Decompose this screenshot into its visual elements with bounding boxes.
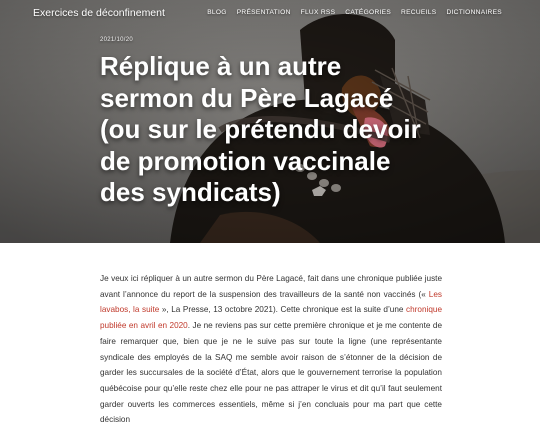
body-text-3: . Je ne reviens pas sur cette première chronique et je me contente de faire remarquer que, bien que je ne le suive pas sur toute la ligne (une représentante syndicale des employés de la SAQ me semble avoir raison de s’étonner de la décision de garder les succursales de la société d’État, alors que le gouvernement terrorise la population québécoise pour qu’elle reste chez elle pour ne pas attraper le virus et dit qu’il faut seulement garder ouverts les commerces essentiels, même si j’en concluais pour ma part que cette décision bbox=[100, 321, 442, 425]
post-body-paragraph bbox=[100, 271, 442, 428]
nav-recueils[interactable]: RECUEILS bbox=[401, 9, 437, 16]
nav-dictionnaires[interactable]: DICTIONNAIRES bbox=[446, 9, 502, 16]
body-text-2: », La Presse, 13 octobre 2021). Cette chronique est la suite d’une bbox=[159, 305, 407, 315]
post-content bbox=[100, 271, 442, 428]
site-title[interactable]: Exercices de déconfinement bbox=[33, 7, 165, 19]
nav-rss[interactable]: FLUX RSS bbox=[300, 9, 336, 16]
nav-blog[interactable]: BLOG bbox=[207, 9, 227, 16]
nav-categories[interactable]: CATÉGORIES bbox=[345, 9, 392, 16]
main-nav bbox=[207, 9, 502, 16]
post-title: Réplique à un autre sermon du Père Lagacé (ou sur le prétendu devoir de promotion vaccinale des syndicats) bbox=[100, 51, 421, 207]
post-date: 2021/10/20 bbox=[100, 37, 134, 43]
body-text-1: Je veux ici répliquer à un autre sermon du Père Lagacé, fait dans une chronique publiée juste avant l’annonce du report de la suspension des travailleurs de la santé non vaccinés (« bbox=[100, 274, 442, 299]
link-les-lavabos[interactable]: Les lavabos, la suite bbox=[100, 289, 442, 315]
link-chronique-avril[interactable]: chronique publiée en avril en 2020 bbox=[100, 305, 442, 331]
nav-presentation[interactable]: PRÉSENTATION bbox=[236, 9, 291, 16]
